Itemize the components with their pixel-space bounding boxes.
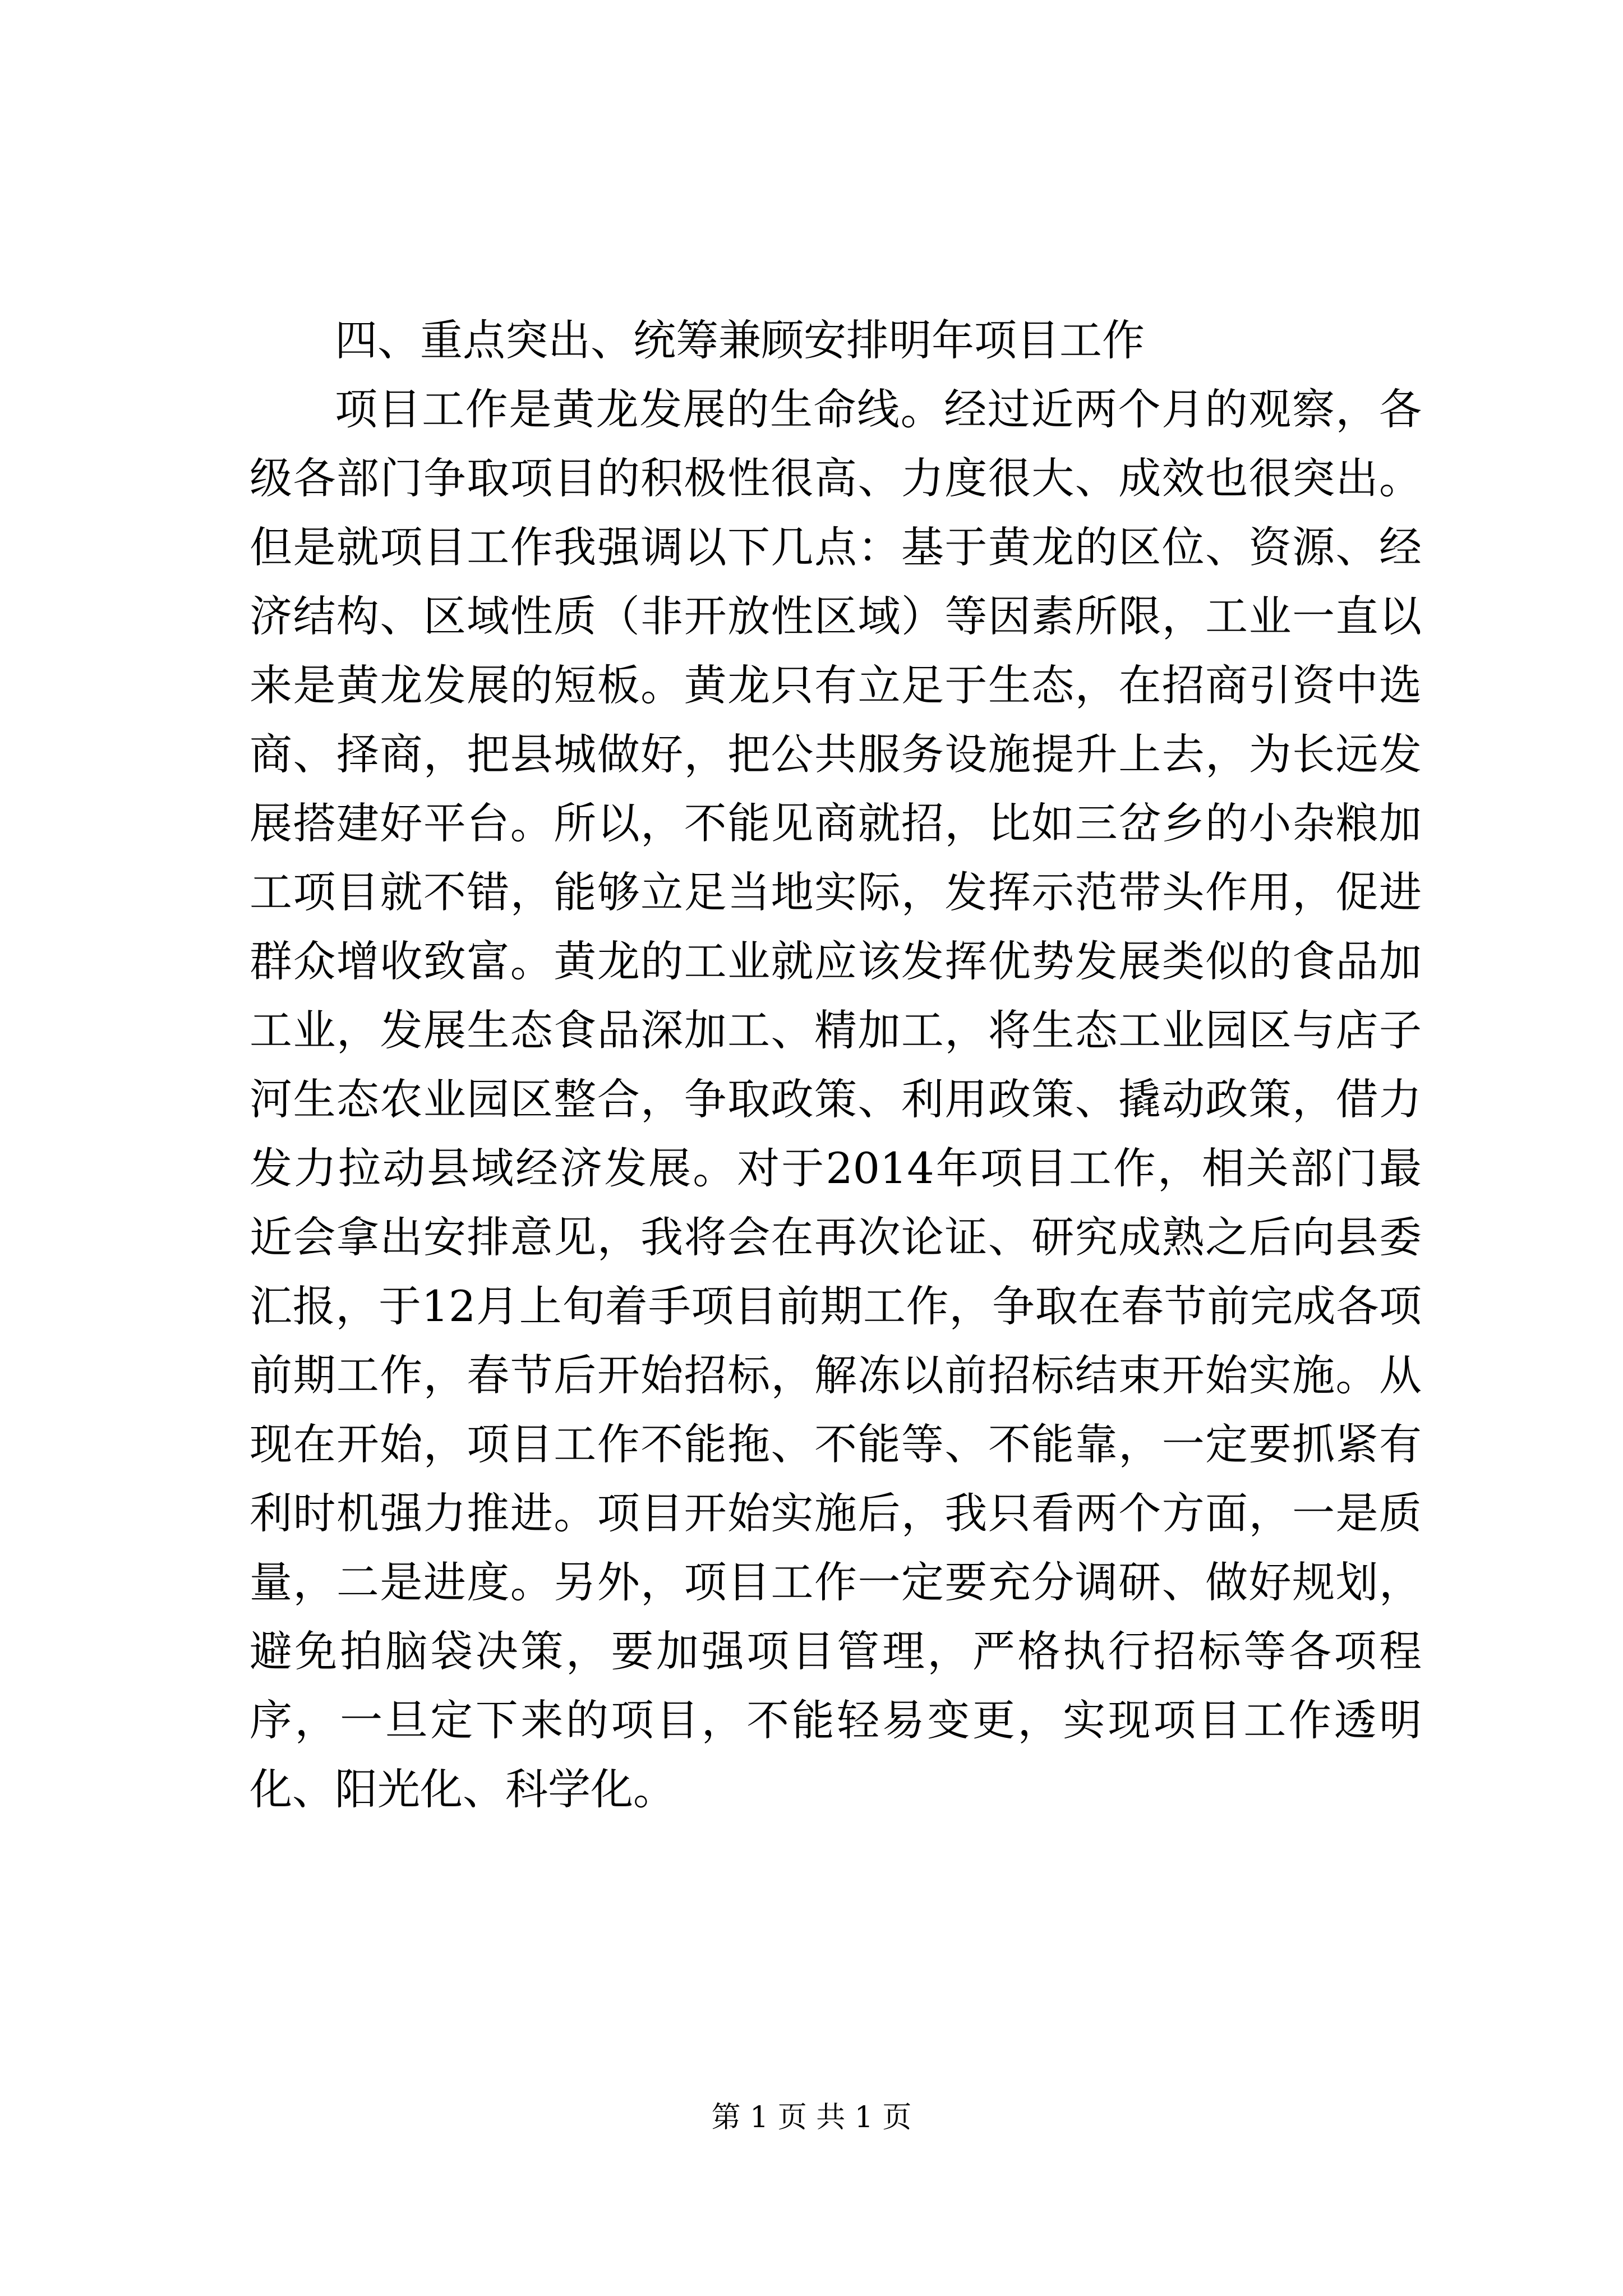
document-body <box>250 306 1422 1824</box>
page-footer: 第 1 页 共 1 页 <box>711 2101 912 2134</box>
section-heading: 四、重点突出、统筹兼顾安排明年项目工作 <box>335 315 1145 365</box>
body-paragraph: 项目工作是黄龙发展的生命线。经过近两个月的观察，各级各部门争取项目的积极性很高、力度很大、成效也很突出。但是就项目工作我强调以下几点：基于黄龙的区位、资源、经济结构、区域性质（非开放性区域）等因素所限，工业一直以来是黄龙发展的短板。黄龙只有立足于生态，在招商引资中选商、择商，把县城做好，把公共服务设施提升上去，为长远发展搭建好平台。所以，不能见商就招，比如三岔乡的小杂粮加工项目就不错，能够立足当地实际，发挥示范带头作用，促进群众增收致富。黄龙的工业就应该发挥优势发展类似的食品加工业，发展生态食品深加工、精加工，将生态工业园区与店子河生态农业园区整合，争取政策、利用政策、撬动政策，借力发力拉动县域经济发展。对于2014年项目工作，相关部门最近会拿出安排意见，我将会在再次论证、研究成熟之后向县委汇报，于12月上旬着手项目前期工作，争取在春节前完成各项前期工作，春节后开始招标，解冻以前招标结束开始实施。从现在开始，项目工作不能拖、不能等、不能靠，一定要抓紧有利时机强力推进。项目开始实施后，我只看两个方面，一是质量，二是进度。另外，项目工作一定要充分调研、做好规划，避免拍脑袋决策，要加强项目管理，严格执行招标等各项程序，一旦定下来的项目，不能轻易变更，实现项目工作透明化、阳光化、科学化。 <box>250 384 1422 1814</box>
